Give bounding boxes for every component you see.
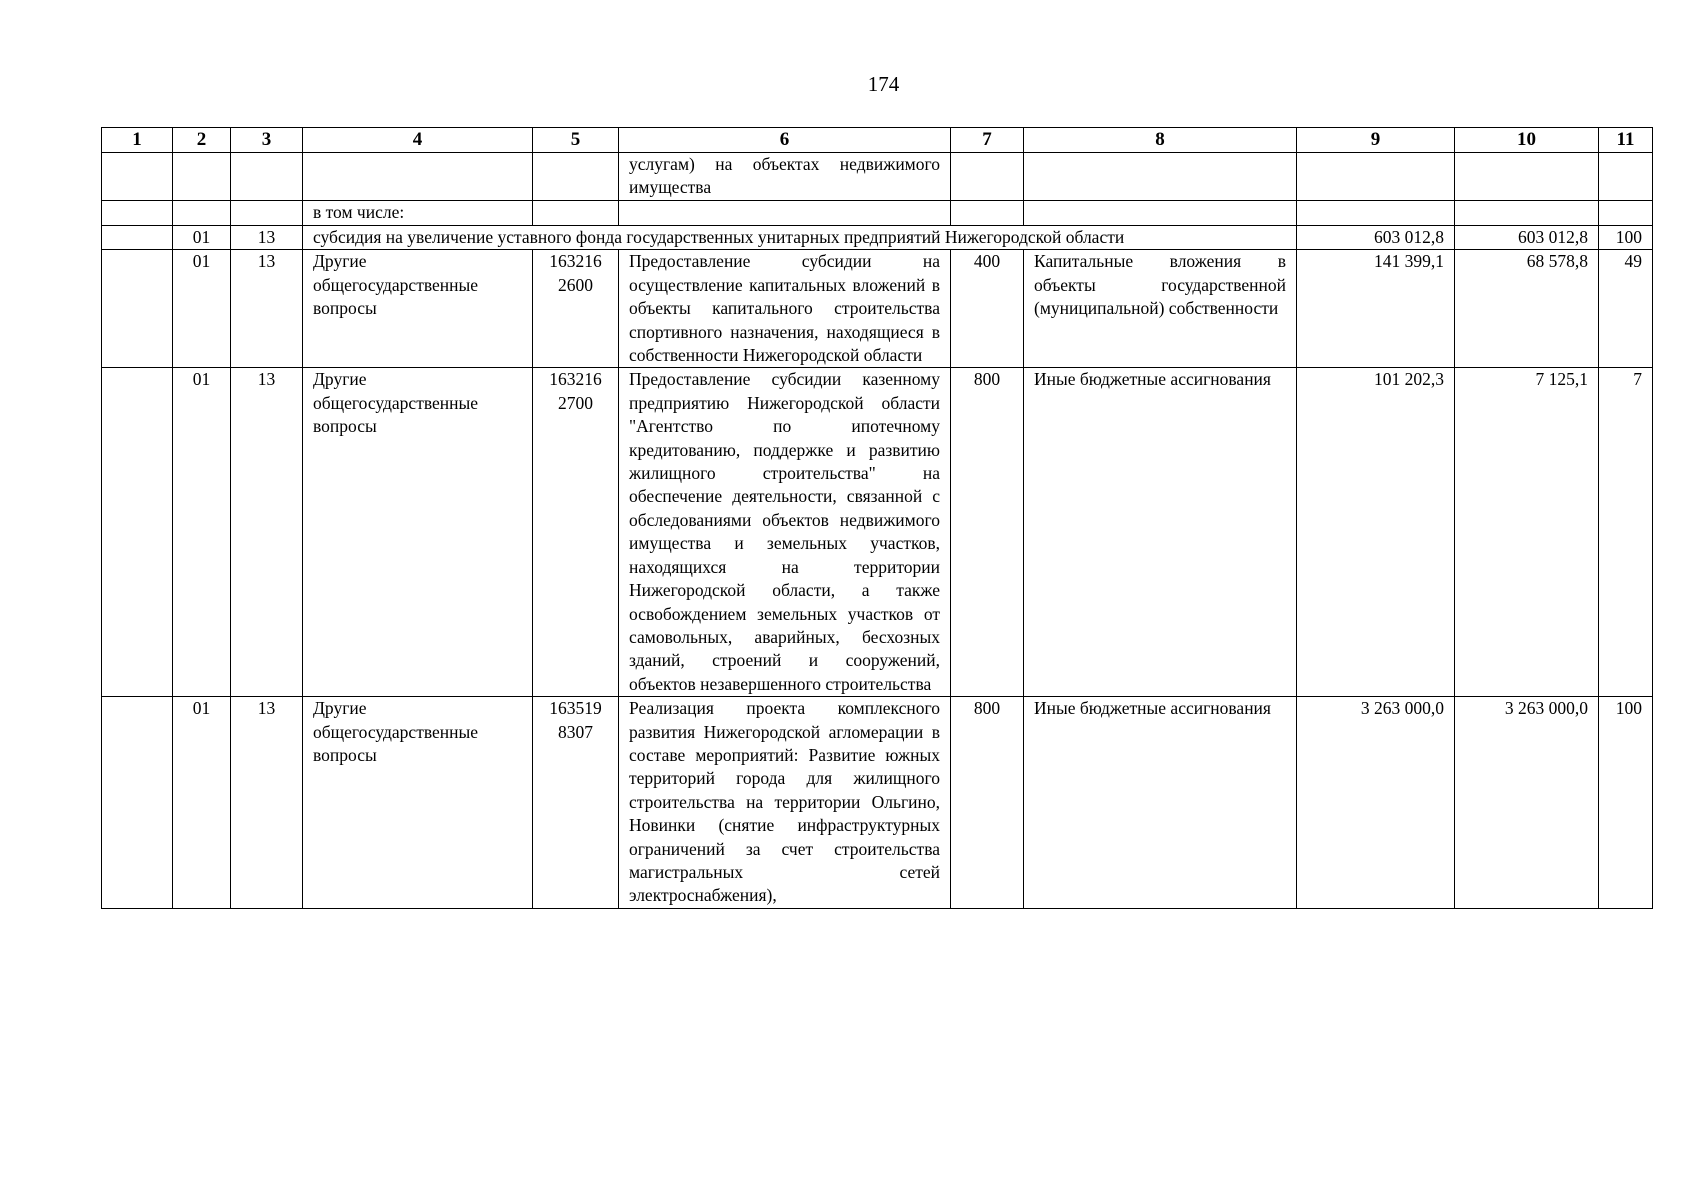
header-cell-10: 10: [1455, 128, 1599, 153]
page-number: 174: [867, 72, 900, 96]
cell-subsection-name: Другие общегосударственные вопросы: [303, 250, 533, 368]
header-cell-4: 4: [303, 128, 533, 153]
header-cell-2: 2: [173, 128, 231, 153]
cell-empty: [1024, 153, 1297, 201]
cell-section-code: 01: [173, 226, 231, 250]
cell-subsection-code: 13: [231, 226, 303, 250]
header-cell-8: 8: [1024, 128, 1297, 153]
cell-actual-amount: 603 012,8: [1455, 226, 1599, 250]
cell-empty: [533, 153, 619, 201]
header-cell-3: 3: [231, 128, 303, 153]
target-code-part-2: 2600: [558, 274, 593, 295]
cell-subsection-name: Другие общегосударственные вопросы: [303, 368, 533, 697]
table-row: [102, 697, 1653, 909]
budget-table: [101, 127, 1653, 909]
cell-target-code: [533, 368, 619, 697]
cell-subsection-code: 13: [231, 250, 303, 368]
cell-subsection-name: Другие общегосударственные вопросы: [303, 697, 533, 909]
cell-empty: [1599, 153, 1653, 201]
cell-planned-amount: 3 263 000,0: [1297, 697, 1455, 909]
cell-expense-type-code: 800: [951, 368, 1024, 697]
header-cell-11: 11: [1599, 128, 1653, 153]
cell-expense-type-code: 400: [951, 250, 1024, 368]
cell-percent: 49: [1599, 250, 1653, 368]
cell-empty: [173, 201, 231, 226]
cell-section-label: в том числе:: [303, 201, 533, 226]
cell-planned-amount: 603 012,8: [1297, 226, 1455, 250]
header-cell-9: 9: [1297, 128, 1455, 153]
cell-empty: [102, 368, 173, 697]
target-code-part-1: 163519: [549, 698, 602, 719]
table-row: [102, 250, 1653, 368]
cell-percent: 100: [1599, 226, 1653, 250]
cell-section-code: 01: [173, 368, 231, 697]
cell-empty: [102, 697, 173, 909]
cell-empty: [231, 201, 303, 226]
cell-empty: [173, 153, 231, 201]
cell-expense-type-code: 800: [951, 697, 1024, 909]
cell-subsection-code: 13: [231, 368, 303, 697]
cell-subsection-code: 13: [231, 697, 303, 909]
cell-empty: [303, 153, 533, 201]
cell-empty: [533, 201, 619, 226]
cell-empty: [1297, 153, 1455, 201]
header-cell-6: 6: [619, 128, 951, 153]
header-cell-5: 5: [533, 128, 619, 153]
header-row: [102, 128, 1653, 153]
cell-planned-amount: 101 202,3: [1297, 368, 1455, 697]
cell-percent: 7: [1599, 368, 1653, 697]
target-code-part-1: 163216: [549, 251, 602, 272]
cell-expense-type-name: Капитальные вложения в объекты государственной (муниципальной) собственности: [1024, 250, 1297, 368]
cell-description: услугам) на объектах недвижимого имущества: [619, 153, 951, 201]
cell-actual-amount: 68 578,8: [1455, 250, 1599, 368]
cell-empty: [951, 153, 1024, 201]
cell-section-code: 01: [173, 250, 231, 368]
header-cell-1: 1: [102, 128, 173, 153]
cell-empty: [102, 153, 173, 201]
table-row-subsidy-summary: [102, 226, 1653, 250]
cell-empty: [1599, 201, 1653, 226]
cell-expense-type-name: Иные бюджетные ассигнования: [1024, 368, 1297, 697]
cell-planned-amount: 141 399,1: [1297, 250, 1455, 368]
cell-description: Предоставление субсидии казенному предприятию Нижегородской области "Агентство по ипотечному кредитованию, поддержке и развитию жилищного строительства" на обеспечение деятельности, связанной с обследованиями объектов недвижимого имущества и земельных участков, находящихся на территории Нижегородской области, а также освобождением земельных участков от самовольных, аварийных, бесхозных зданий, строений и сооружений, объектов незавершенного строительства: [619, 368, 951, 697]
cell-empty: [619, 201, 951, 226]
cell-empty: [102, 201, 173, 226]
cell-target-code: [533, 250, 619, 368]
cell-empty: [231, 153, 303, 201]
header-cell-7: 7: [951, 128, 1024, 153]
table-row-continuation: [102, 153, 1653, 201]
table-row: [102, 368, 1653, 697]
cell-empty: [102, 226, 173, 250]
cell-empty: [1455, 153, 1599, 201]
cell-section-code: 01: [173, 697, 231, 909]
cell-empty: [951, 201, 1024, 226]
cell-description: Предоставление субсидии на осуществление капитальных вложений в объекты капитального строительства спортивного назначения, находящиеся в собственности Нижегородской области: [619, 250, 951, 368]
target-code-part-1: 163216: [549, 369, 602, 390]
cell-empty: [102, 250, 173, 368]
cell-percent: 100: [1599, 697, 1653, 909]
cell-target-code: [533, 697, 619, 909]
cell-description: Реализация проекта комплексного развития Нижегородской агломерации в составе мероприятий: Развитие южных территорий города для жилищного строительства на территории Ольгино, Новинки (снятие инфраструктурных ограничений за счет строительства магистральных сетей электроснабжения),: [619, 697, 951, 909]
cell-expense-type-name: Иные бюджетные ассигнования: [1024, 697, 1297, 909]
cell-empty: [1297, 201, 1455, 226]
cell-empty: [1455, 201, 1599, 226]
target-code-part-2: 8307: [558, 721, 593, 742]
cell-empty: [1024, 201, 1297, 226]
cell-subsidy-summary-text: субсидия на увеличение уставного фонда государственных унитарных предприятий Нижегородской области: [303, 226, 1297, 250]
target-code-part-2: 2700: [558, 392, 593, 413]
table-row-including: [102, 201, 1653, 226]
cell-actual-amount: 3 263 000,0: [1455, 697, 1599, 909]
cell-actual-amount: 7 125,1: [1455, 368, 1599, 697]
